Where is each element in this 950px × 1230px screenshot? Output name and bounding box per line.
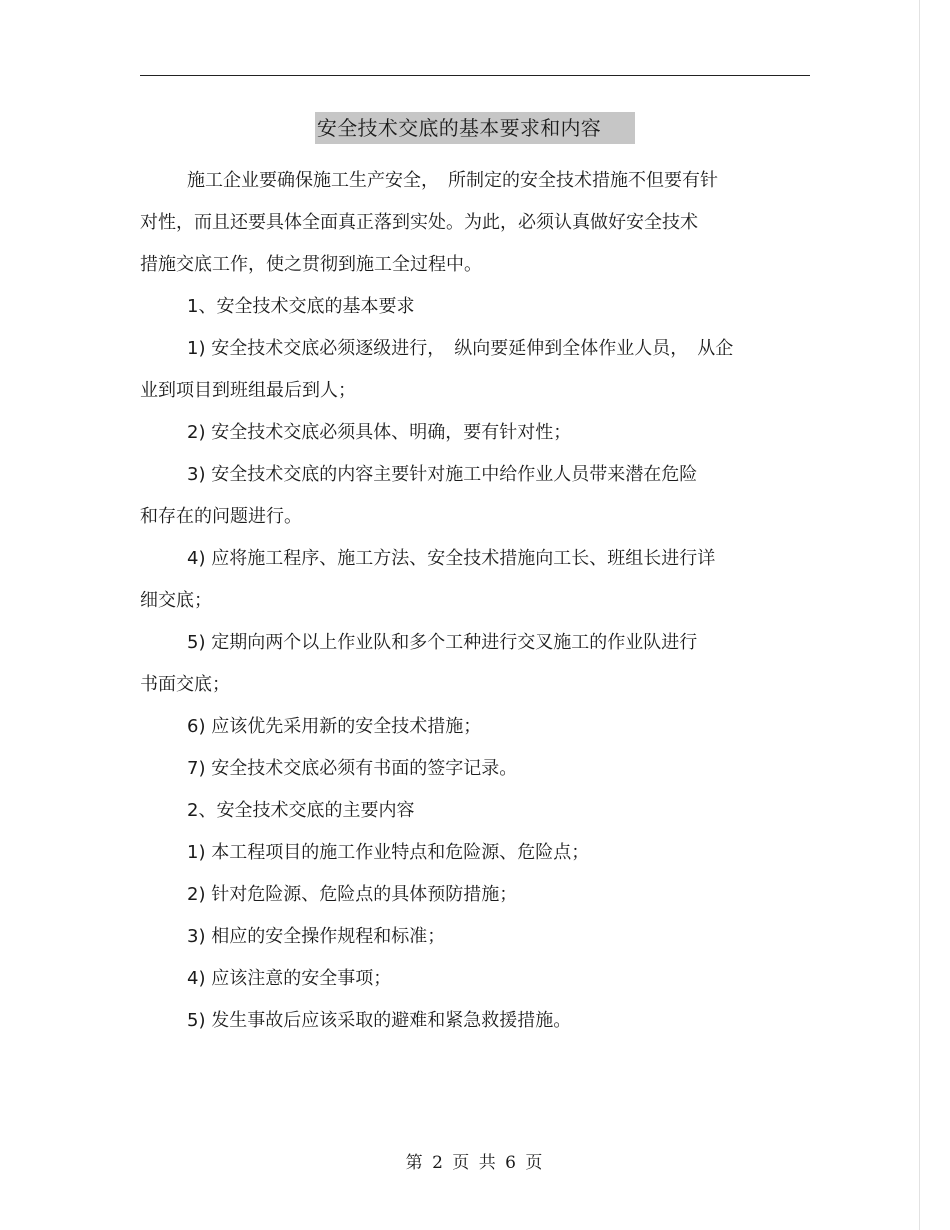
text-line: 1) 安全技术交底必须逐级进行， 纵向要延伸到全体作业人员， 从企 xyxy=(187,338,734,359)
text-line: 细交底； xyxy=(140,590,212,611)
document-body xyxy=(140,112,810,1042)
title-container xyxy=(140,112,810,146)
text-line: 业到项目到班组最后到人； xyxy=(140,380,356,401)
text-line: 和存在的问题进行。 xyxy=(140,506,302,527)
document-title: 安全技术交底的基本要求和内容 xyxy=(315,112,635,144)
text-line: 6) 应该优先采用新的安全技术措施； xyxy=(187,716,482,737)
text-line: 4) 应将施工程序、施工方法、安全技术措施向工长、班组长进行详 xyxy=(187,548,716,569)
text-line: 措施交底工作，使之贯彻到施工全过程中。 xyxy=(140,254,482,275)
header-rule xyxy=(140,75,810,76)
text-line: 3) 安全技术交底的内容主要针对施工中给作业人员带来潜在危险 xyxy=(187,464,698,485)
text-line: 5) 发生事故后应该采取的避难和紧急救援措施。 xyxy=(187,1010,572,1031)
text-line: 3) 相应的安全操作规程和标准； xyxy=(187,926,446,947)
text-line: 1) 本工程项目的施工作业特点和危险源、危险点； xyxy=(187,842,590,863)
text-line: 5) 定期向两个以上作业队和多个工种进行交叉施工的作业队进行 xyxy=(187,632,698,653)
text-line: 施工企业要确保施工生产安全， 所制定的安全技术措施不但要有针 xyxy=(187,170,718,191)
text-line: 7) 安全技术交底必须有书面的签字记录。 xyxy=(187,758,518,779)
paragraph-list xyxy=(140,160,810,1042)
text-line: 2) 针对危险源、危险点的具体预防措施； xyxy=(187,884,518,905)
text-line: 1、安全技术交底的基本要求 xyxy=(187,296,415,317)
page-edge-divider xyxy=(919,0,920,1230)
text-line: 2) 安全技术交底必须具体、明确，要有针对性； xyxy=(187,422,572,443)
text-line: 对性，而且还要具体全面真正落到实处。为此，必须认真做好安全技术 xyxy=(140,212,698,233)
text-line: 4) 应该注意的安全事项； xyxy=(187,968,392,989)
text-line: 2、安全技术交底的主要内容 xyxy=(187,800,415,821)
page-number: 第 2 页 共 6 页 xyxy=(405,1153,545,1173)
text-line: 书面交底； xyxy=(140,674,230,695)
